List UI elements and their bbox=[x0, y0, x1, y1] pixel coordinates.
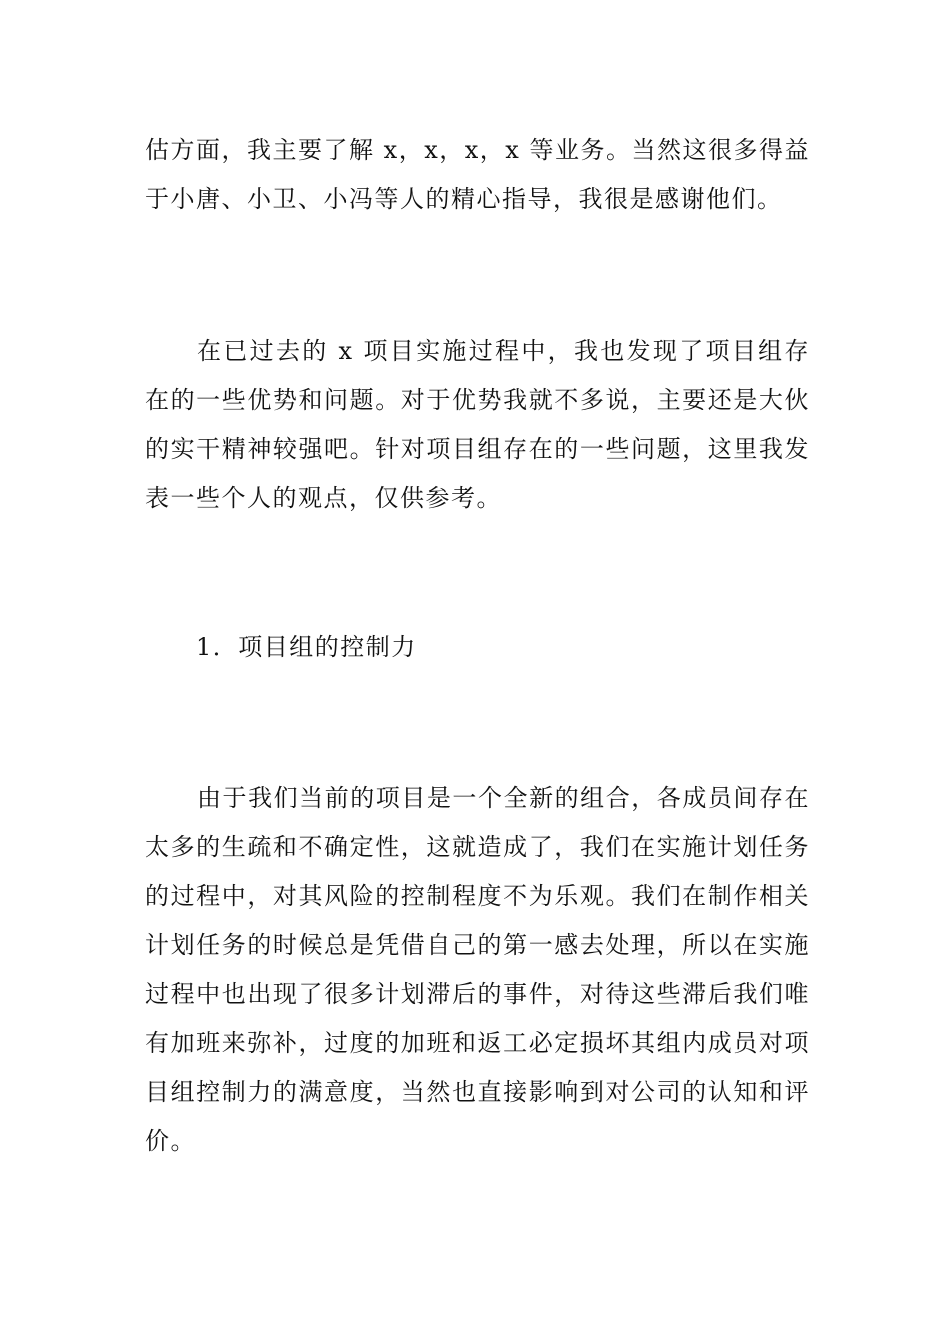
paragraph-project-observations: 在已过去的 x 项目实施过程中，我也发现了项目组存在的一些优势和问题。对于优势我就不多说，主要还是大伙的实干精神较强吧。针对项目组存在的一些问题，这里我发表一些个人的观点，仅供参考。 bbox=[145, 337, 810, 512]
paragraph-control-analysis: 由于我们当前的项目是一个全新的组合，各成员间存在太多的生疏和不确定性，这就造成了，我们在实施计划任务的过程中，对其风险的控制程度不为乐观。我们在制作相关计划任务的时候总是凭借自己的第一感去处理，所以在实施过程中也出现了很多计划滞后的事件，对待这些滞后我们唯有加班来弥补，过度的加班和返工必定损坏其组内成员对项目组控制力的满意度，当然也直接影响到对公司的认知和评价。 bbox=[145, 784, 810, 1155]
section-heading-control: 1．项目组的控制力 bbox=[196, 633, 417, 661]
paragraph-continuation: 估方面，我主要了解 x，x，x，x 等业务。当然这很多得益于小唐、小卫、小冯等人的精心指导，我很是感谢他们。 bbox=[145, 136, 810, 213]
